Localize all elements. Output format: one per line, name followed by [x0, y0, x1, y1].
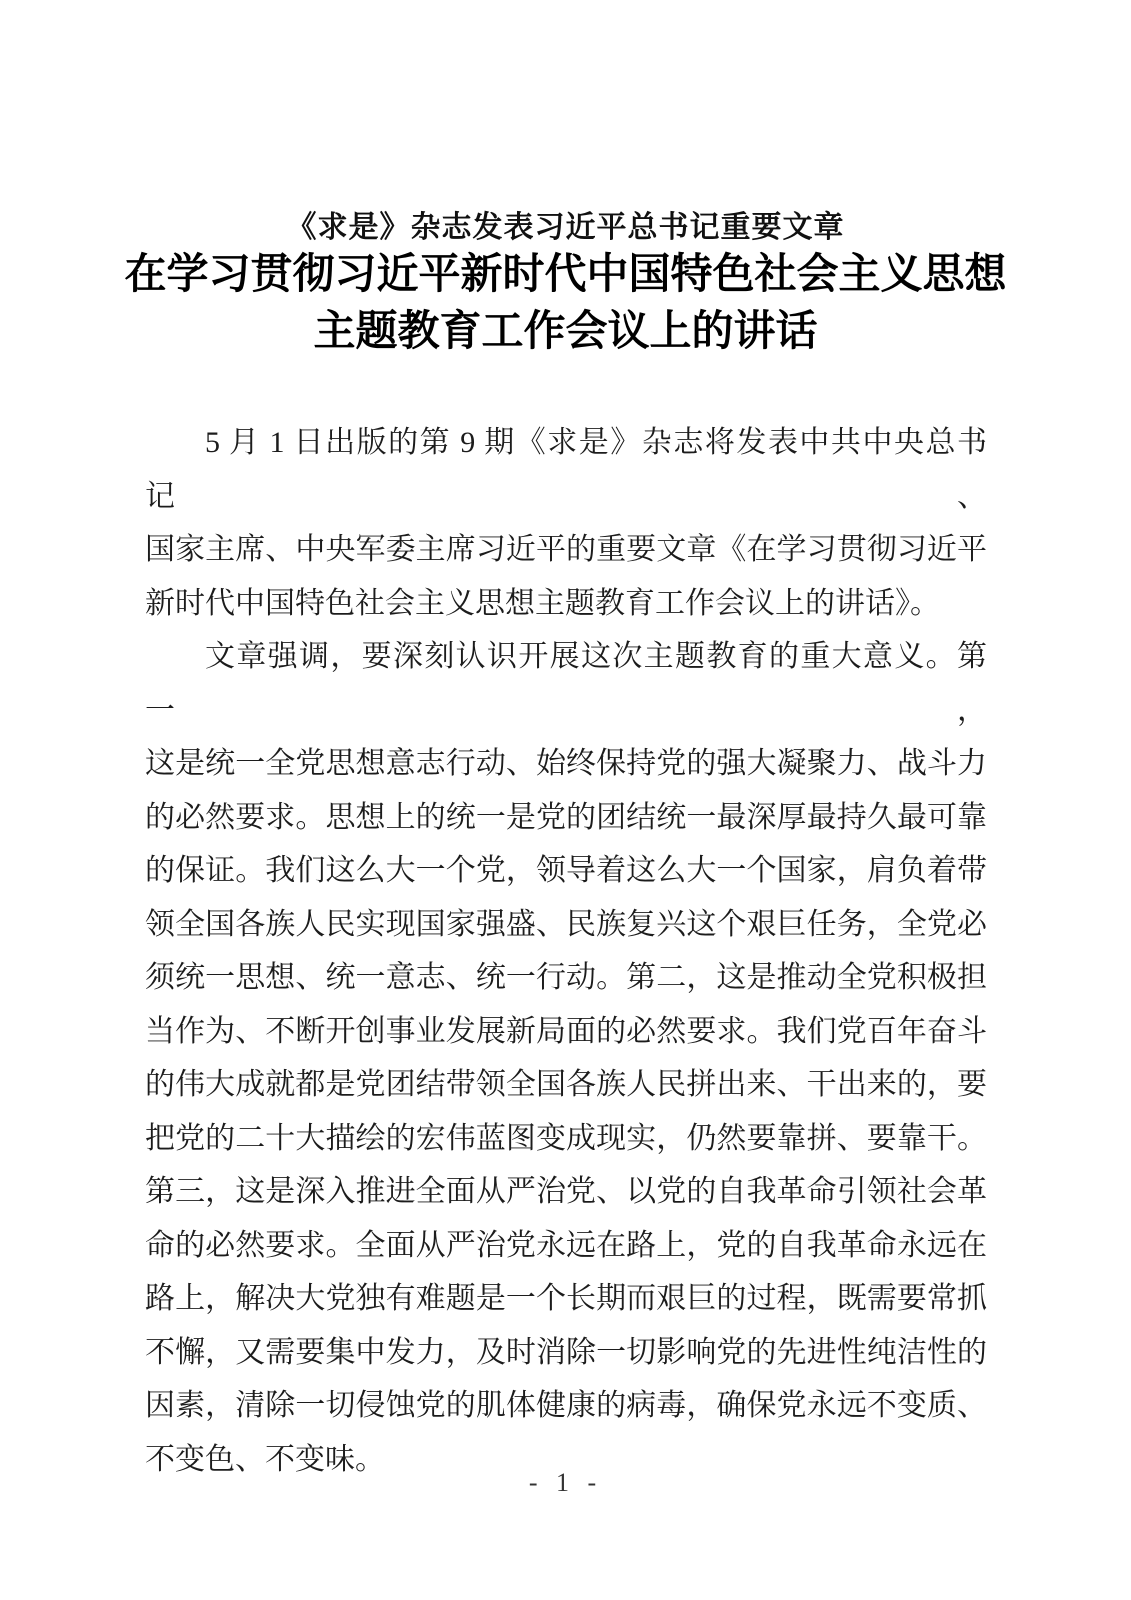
- doc-title: [0, 247, 1131, 361]
- body-line: 国家主席、中央军委主席习近平的重要文章《在学习贯彻习近平: [145, 533, 987, 566]
- body-line: 因素，清除一切侵蚀党的肌体健康的病毒，确保党永远不变质、: [145, 1389, 987, 1422]
- body-line: 须统一思想、统一意志、统一行动。第二，这是推动全党积极担: [145, 961, 987, 994]
- body-line: 文章强调，要深刻认识开展这次主题教育的重大意义。第一，: [145, 640, 987, 727]
- doc-subtitle: 《求是》杂志发表习近平总书记重要文章: [286, 211, 845, 244]
- body-line: 这是统一全党思想意志行动、始终保持党的强大凝聚力、战斗力: [145, 747, 987, 780]
- body-line: 不懈，又需要集中发力，及时消除一切影响党的先进性纯洁性的: [145, 1335, 987, 1369]
- body-line: 新时代中国特色社会主义思想主题教育工作会议上的讲话》。: [145, 586, 940, 620]
- page-number: - 1 -: [528, 1468, 603, 1497]
- body-line: 5 月 1 日出版的第 9 期《求是》杂志将发表中共中央总书记、: [145, 426, 987, 513]
- body-line: 的伟大成就都是党团结带领全国各族人民拼出来、干出来的，要: [145, 1068, 987, 1101]
- body-line: 把党的二十大描绘的宏伟蓝图变成现实，仍然要靠拼、要靠干。: [145, 1121, 987, 1155]
- body-line: 第三，这是深入推进全面从严治党、以党的自我革命引领社会革: [145, 1175, 987, 1208]
- body-line: 的保证。我们这么大一个党，领导着这么大一个国家，肩负着带: [145, 854, 987, 887]
- body-line: 当作为、不断开创事业发展新局面的必然要求。我们党百年奋斗: [145, 1014, 987, 1048]
- body-line: 不变色、不变味。: [145, 1442, 385, 1476]
- body-line: 领全国各族人民实现国家强盛、民族复兴这个艰巨任务，全党必: [145, 907, 987, 941]
- body-line: 路上，解决大党独有难题是一个长期而艰巨的过程，既需要常抓: [145, 1282, 987, 1315]
- doc-body: [145, 416, 987, 1486]
- body-line: 命的必然要求。全面从严治党永远在路上，党的自我革命永远在: [145, 1228, 987, 1262]
- body-line: 的必然要求。思想上的统一是党的团结统一最深厚最持久最可靠: [145, 800, 987, 834]
- doc-title-line2: 主题教育工作会议上的讲话: [313, 309, 818, 355]
- doc-title-line1: 在学习贯彻习近平新时代中国特色社会主义思想: [124, 252, 1007, 298]
